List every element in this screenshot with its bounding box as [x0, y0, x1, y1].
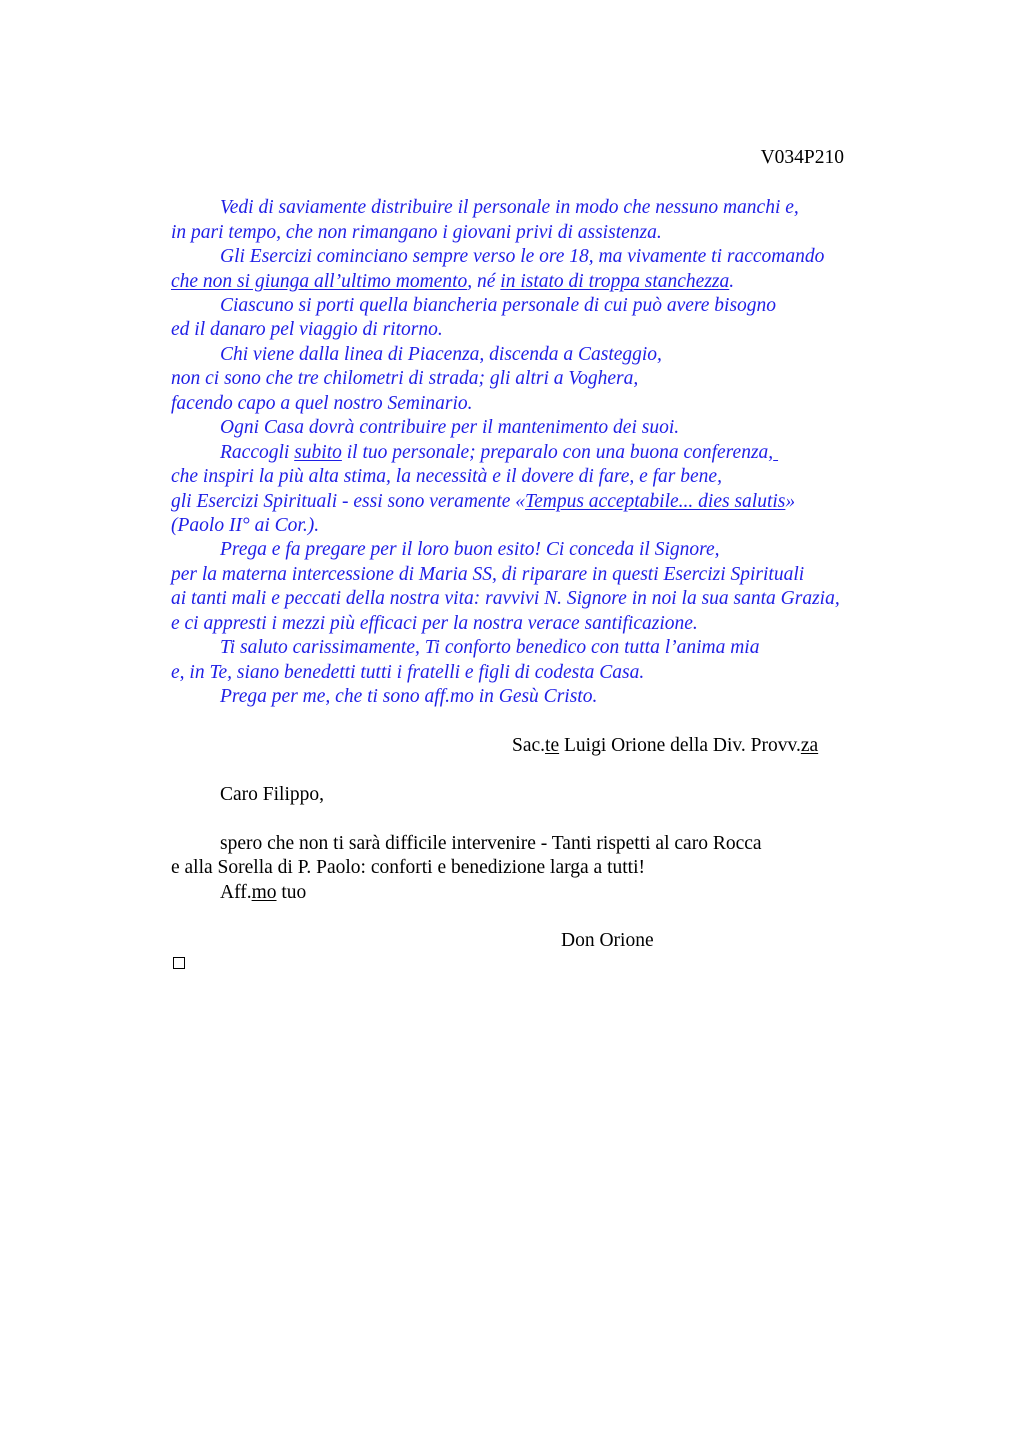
- text-segment: il tuo personale; preparalo con una buona conferenza,: [341, 442, 774, 463]
- underlined-phrase: in istato di troppa stanchezza: [500, 271, 730, 292]
- letter-line: che inspiri la più alta stima, la necessità e il dovere di fare, e far bene,: [171, 466, 722, 487]
- checkbox-icon: [173, 957, 185, 969]
- superscript-abbrev: za: [800, 735, 819, 756]
- letter-line: e ci appresti i mezzi più efficaci per la nostra verace santificazione.: [171, 613, 698, 634]
- underlined-word: subito: [294, 442, 342, 463]
- postscript-line: e alla Sorella di P. Paolo: conforti e benedizione larga a tutti!: [171, 857, 645, 878]
- letter-line: e, in Te, siano benedetti tutti i fratelli e figli di codesta Casa.: [171, 662, 645, 683]
- letter-line: Ti saluto carissimamente, Ti conforto benedico con tutta l’anima mia: [220, 637, 760, 658]
- superscript-abbrev: te: [545, 735, 560, 756]
- letter-line: Prega per me, che ti sono aff.mo in Gesù Cristo.: [220, 686, 598, 707]
- letter-line: facendo capo a quel nostro Seminario.: [171, 393, 473, 414]
- text-segment: Sac.: [512, 735, 546, 756]
- letter-line: [171, 490, 795, 514]
- letter-line: in pari tempo, che non rimangano i giovani privi di assistenza.: [171, 222, 662, 243]
- text-segment: , né: [467, 271, 501, 292]
- letter-line: non ci sono che tre chilometri di strada; gli altri a Voghera,: [171, 368, 639, 389]
- text-segment: gli Esercizi Spirituali - essi sono veramente «: [171, 491, 526, 512]
- letter-line: (Paolo II° ai Cor.).: [171, 515, 320, 536]
- letter-line: Ogni Casa dovrà contribuire per il mantenimento dei suoi.: [220, 417, 680, 438]
- postscript-closing: [220, 881, 306, 905]
- underlined-space: [773, 442, 778, 463]
- letter-line: Vedi di saviamente distribuire il personale in modo che nessuno manchi e,: [220, 197, 799, 218]
- letter-line: [171, 270, 734, 294]
- text-segment: Luigi Orione della Div. Provv.: [559, 735, 801, 756]
- superscript-abbrev: mo: [251, 882, 277, 903]
- page-identifier: V034P210: [760, 147, 844, 168]
- text-segment: Raccogli: [220, 442, 295, 463]
- letter-line: ai tanti mali e peccati della nostra vita: ravvivi N. Signore in noi la sua santa Grazia,: [171, 588, 840, 609]
- letter-line: ed il danaro pel viaggio di ritorno.: [171, 319, 443, 340]
- postscript-greeting: Caro Filippo,: [220, 784, 325, 805]
- text-segment: Aff.: [220, 882, 252, 903]
- letter-line: [220, 441, 778, 465]
- underlined-quote: Tempus acceptabile... dies salutis: [525, 491, 786, 512]
- text-segment: .: [729, 271, 735, 292]
- letter-line: Prega e fa pregare per il loro buon esito! Ci conceda il Signore,: [220, 539, 720, 560]
- text-segment: »: [785, 491, 796, 512]
- postscript-line: spero che non ti sarà difficile intervenire - Tanti rispetti al caro Rocca: [220, 833, 762, 854]
- letter-line: per la materna intercessione di Maria SS, di riparare in questi Esercizi Spirituali: [171, 564, 805, 585]
- letter-line: Chi viene dalla linea di Piacenza, discenda a Casteggio,: [220, 344, 662, 365]
- letter-line: Gli Esercizi cominciano sempre verso le ore 18, ma vivamente ti raccomando: [220, 246, 825, 267]
- signature-informal: Don Orione: [561, 930, 654, 951]
- text-segment: tuo: [276, 882, 307, 903]
- letter-line: Ciascuno si porti quella biancheria personale di cui può avere bisogno: [220, 295, 777, 316]
- signature-formal: [512, 734, 818, 758]
- underlined-phrase: che non si giunga all’ultimo momento: [171, 271, 468, 292]
